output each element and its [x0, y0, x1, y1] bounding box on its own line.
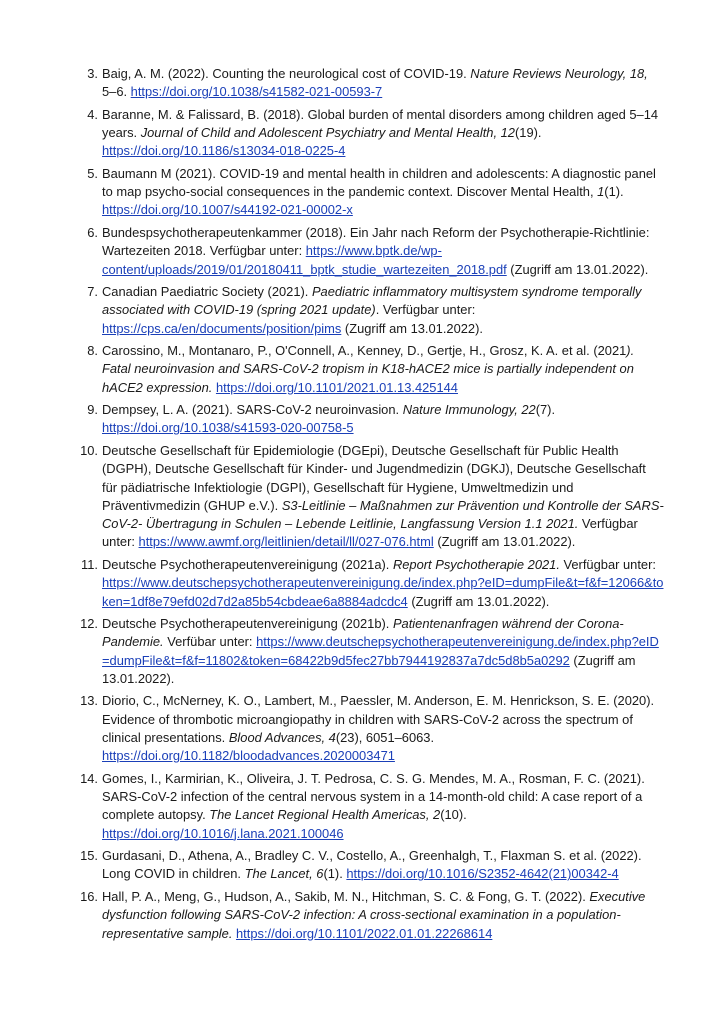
reference-italic-text: Patientenanfragen während der Corona-Pandemie.	[102, 616, 624, 650]
reference-number: 7.	[87, 284, 98, 300]
reference-item	[76, 556, 664, 611]
reference-text	[102, 224, 664, 279]
reference-list	[76, 65, 664, 947]
reference-plain-text: Verfübar unter:	[163, 634, 257, 650]
reference-link[interactable]: https://doi.org/10.1182/bloodadvances.2020003471	[102, 748, 395, 764]
reference-link[interactable]: https://doi.org/10.1016/S2352-4642(21)00342-4	[346, 866, 619, 882]
reference-number: 11.	[81, 556, 98, 572]
reference-item	[76, 65, 664, 102]
reference-text	[102, 106, 664, 161]
reference-number: 10.	[80, 442, 98, 458]
reference-item	[76, 615, 664, 688]
reference-plain-text: Canadian Paediatric Society (2021).	[102, 284, 312, 300]
reference-plain-text: Deutsche Psychotherapeutenvereinigung (2021b).	[102, 616, 393, 631]
reference-number: 5.	[87, 165, 98, 181]
reference-italic-text: Nature Reviews Neurology, 18,	[470, 66, 648, 81]
reference-link[interactable]: https://doi.org/10.1007/s44192-021-00002-x	[102, 202, 353, 218]
reference-plain-text: (7).	[535, 402, 556, 418]
reference-plain-text: (Zugriff am 13.01.2022).	[407, 593, 550, 609]
reference-plain-text: Baumann M (2021). COVID-19 and mental health in children and adolescents: A diagnostic panel to map psycho-social consequences in the pandemic context. Discover Mental Health,	[102, 165, 656, 200]
reference-text	[102, 165, 664, 220]
reference-plain-text: (Zugriff am 13.01.2022).	[102, 652, 636, 686]
reference-plain-text: (10).	[440, 807, 467, 823]
reference-plain-text: Deutsche Psychotherapeutenvereinigung (2021a).	[102, 556, 393, 572]
reference-plain-text: Gurdasani, D., Athena, A., Bradley C. V., Costello, A., Greenhalgh, T., Flaxman S. et al. (2022). Long COVID in children.	[102, 848, 642, 882]
reference-link[interactable]: https://doi.org/10.1038/s41593-020-00758-5	[102, 420, 354, 436]
reference-item	[76, 224, 664, 279]
reference-plain-text: (Zugriff am 13.01.2022).	[433, 534, 576, 550]
reference-number: 12.	[80, 616, 98, 631]
reference-italic-text: Blood Advances, 4	[228, 729, 336, 745]
reference-number: 14.	[80, 770, 98, 786]
reference-text	[102, 283, 664, 338]
reference-item	[76, 401, 664, 438]
reference-number: 3.	[87, 66, 98, 81]
reference-plain-text: (23), 6051–6063.	[335, 729, 435, 745]
reference-text	[102, 615, 664, 688]
reference-text	[102, 556, 664, 611]
reference-text	[102, 65, 664, 102]
reference-plain-text: Dempsey, L. A. (2021). SARS-CoV-2 neuroinvasion.	[102, 402, 403, 418]
reference-plain-text: . Verfügbar unter:	[375, 302, 476, 318]
reference-text	[102, 401, 664, 438]
reference-plain-text: Bundespsychotherapeutenkammer (2018). Ein Jahr nach Reform der Psychotherapie-Richtlinie: Wartezeiten 2018. Verfügbar unter:	[102, 224, 650, 259]
reference-italic-text: The Lancet, 6	[244, 866, 324, 882]
reference-item	[76, 692, 664, 765]
reference-link[interactable]: https://doi.org/10.1101/2021.01.13.425144	[215, 379, 458, 395]
reference-plain-text: 5–6.	[102, 84, 131, 100]
reference-number: 4.	[87, 106, 98, 122]
reference-plain-text: Deutsche Gesellschaft für Epidemiologie (DGEpi), Deutsche Gesellschaft für Public Health (DGPH), Deutsche Gesellschaft für Kinder- und Jugendmedizin (DGKJ), Deutsche Gesellschaft für pädiatrische Infektiologie (DGPI), Gesellschaft für Hygiene, Umweltmedizin und Präventivmedizin (GHUP e.V.).	[102, 442, 646, 513]
reference-plain-text: (19).	[514, 125, 542, 141]
reference-plain-text: Baig, A. M. (2022). Counting the neurological cost of COVID-19.	[102, 66, 471, 81]
reference-item	[76, 888, 664, 943]
reference-italic-text: S3-Leitlinie – Maßnahmen zur Prävention und Kontrolle der SARS-CoV-2- Übertragung in Schulen – Lebende Leitlinie, Langfassung Version 1.1 2021.	[102, 497, 664, 532]
reference-number: 15.	[80, 848, 98, 864]
reference-link[interactable]: https://www.deutschepsychotherapeutenvereinigung.de/index.php?eID=dumpFile&t=f&f=11802&token=68422b9d5fec27bb7944192837a7dc5d8b5a0292	[102, 634, 659, 668]
reference-text	[102, 692, 664, 765]
reference-italic-text: Paediatric inflammatory multisystem syndrome temporally associated with COVID-19 (spring 2021 update)	[102, 284, 642, 318]
reference-plain-text: Diorio, C., McNerney, K. O., Lambert, M., Paessler, M. Anderson, E. M. Henrickson, S. E. (2020). Evidence of thrombotic microangiopathy in children with SARS-CoV-2 across the spectrum of clinical presentations.	[102, 693, 655, 745]
reference-italic-text: Executive dysfunction following SARS-CoV-2 infection: A cross-sectional examination in a population-representative sample.	[102, 888, 646, 941]
reference-item	[76, 770, 664, 843]
reference-number: 13.	[80, 693, 98, 709]
reference-item	[76, 283, 664, 338]
reference-italic-text: Nature Immunology, 22	[402, 402, 536, 418]
reference-link[interactable]: https://doi.org/10.1186/s13034-018-0225-4	[102, 143, 346, 159]
reference-number: 9.	[87, 402, 98, 418]
reference-plain-text: Carossino, M., Montanaro, P., O'Connell, A., Kenney, D., Gertje, H., Grosz, K. A. et al. (2021	[102, 343, 627, 359]
reference-italic-text: Report Psychotherapie 2021.	[392, 556, 560, 572]
reference-italic-text: ). Fatal neuroinvasion and SARS-CoV-2 tropism in K18-hACE2 mice is partially independent on hACE2 expression.	[102, 343, 635, 395]
reference-italic-text: The Lancet Regional Health Americas, 2	[209, 807, 441, 823]
reference-text	[102, 342, 664, 397]
reference-italic-text: Journal of Child and Adolescent Psychiatry and Mental Health, 12	[140, 125, 515, 141]
reference-item	[76, 165, 664, 220]
reference-italic-text: 1	[597, 184, 605, 200]
reference-text	[102, 770, 664, 843]
reference-plain-text: (Zugriff am 13.01.2022).	[506, 261, 649, 277]
reference-item	[76, 442, 664, 552]
reference-item	[76, 106, 664, 161]
reference-link[interactable]: https://cps.ca/en/documents/position/pims	[102, 320, 342, 336]
reference-link[interactable]: https://doi.org/10.1016/j.lana.2021.100046	[102, 825, 344, 841]
reference-link[interactable]: https://doi.org/10.1101/2022.01.01.22268614	[236, 925, 493, 941]
reference-plain-text: Gomes, I., Karmirian, K., Oliveira, J. T. Pedrosa, C. S. G. Mendes, M. A., Rosman, F. C. (2021). SARS-CoV-2 infection of the central nervous system in a 14-month-old child: A case report of a complete autopsy.	[102, 770, 645, 823]
reference-link[interactable]: https://www.awmf.org/leitlinien/detail/ll/027-076.html	[138, 534, 434, 550]
reference-plain-text: (1).	[604, 184, 624, 200]
reference-item	[76, 342, 664, 397]
reference-text	[102, 442, 664, 552]
reference-number: 16.	[80, 888, 98, 904]
reference-plain-text: Baranne, M. & Falissard, B. (2018). Global burden of mental disorders among children aged 5–14 years.	[102, 106, 659, 141]
reference-number: 6.	[87, 224, 98, 240]
reference-item	[76, 847, 664, 884]
reference-plain-text: (1).	[323, 866, 347, 882]
reference-plain-text: Verfügbar unter:	[102, 516, 638, 550]
reference-link[interactable]: https://www.bptk.de/wp-content/uploads/2019/01/20180411_bptk_studie_wartezeiten_2018.pdf	[102, 243, 507, 277]
reference-text	[102, 847, 664, 884]
reference-plain-text: Verfügbar unter:	[559, 556, 656, 572]
reference-plain-text: (Zugriff am 13.01.2022).	[341, 320, 483, 336]
reference-number: 8.	[87, 343, 98, 359]
reference-text	[102, 888, 664, 943]
reference-plain-text: Hall, P. A., Meng, G., Hudson, A., Sakib, M. N., Hitchman, S. C. & Fong, G. T. (2022).	[102, 888, 590, 904]
reference-link[interactable]: https://doi.org/10.1038/s41582-021-00593-7	[130, 84, 383, 100]
reference-link[interactable]: https://www.deutschepsychotherapeutenvereinigung.de/index.php?eID=dumpFile&t=f&f=12066&token=1df8e79efd02d7d2a85b54cbdeae6a8884adcdc4	[102, 575, 664, 609]
